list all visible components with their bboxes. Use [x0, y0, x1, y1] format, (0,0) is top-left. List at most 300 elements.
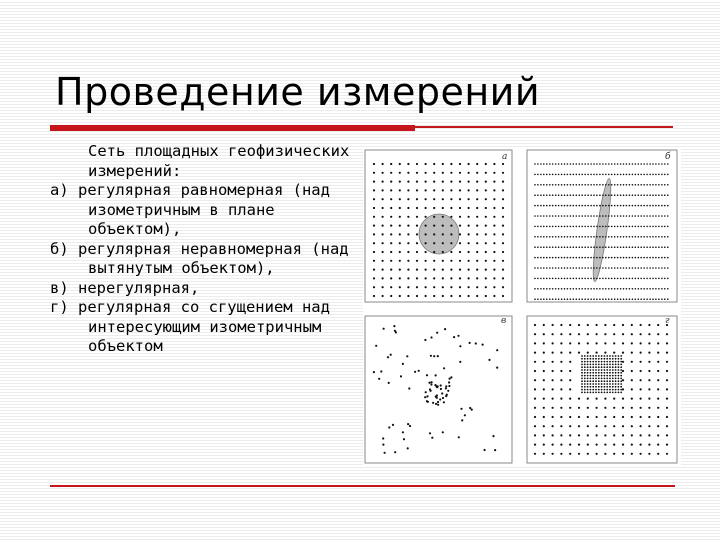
grid-point — [407, 295, 409, 297]
profile-point — [534, 194, 536, 196]
profile-point — [567, 246, 569, 248]
grid-point — [657, 370, 659, 372]
profile-point — [587, 288, 589, 290]
dense-grid-point — [598, 392, 600, 394]
grid-point — [631, 361, 633, 363]
dense-grid-point — [606, 386, 608, 388]
grid-point — [373, 260, 375, 262]
grid-point — [382, 216, 384, 218]
irregular-point — [408, 387, 410, 389]
grid-point — [657, 361, 659, 363]
grid-point — [560, 342, 562, 344]
profile-point — [596, 205, 598, 207]
irregular-point — [378, 378, 380, 380]
grid-point — [569, 379, 571, 381]
irregular-point — [392, 424, 394, 426]
profile-point — [576, 194, 578, 196]
profile-point — [605, 246, 607, 248]
dense-grid-point — [581, 364, 583, 366]
profile-point — [552, 163, 554, 165]
grid-point — [399, 269, 401, 271]
dense-grid-point — [587, 369, 589, 371]
dense-grid-point — [581, 389, 583, 391]
grid-point — [502, 295, 504, 297]
profile-point — [573, 215, 575, 217]
dense-grid-point — [606, 383, 608, 385]
grid-point — [433, 216, 435, 218]
profile-point — [608, 194, 610, 196]
profile-point — [614, 236, 616, 238]
profile-point — [549, 174, 551, 176]
dense-grid-point — [590, 380, 592, 382]
grid-point — [502, 181, 504, 183]
dense-grid-point — [592, 389, 594, 391]
profile-point — [599, 288, 601, 290]
profile-point — [546, 205, 548, 207]
profile-point — [584, 163, 586, 165]
dense-grid-point — [609, 375, 611, 377]
profile-point — [590, 288, 592, 290]
profile-point — [596, 267, 598, 269]
grid-point — [666, 407, 668, 409]
irregular-point — [484, 449, 486, 451]
profile-point — [567, 194, 569, 196]
profile-point — [593, 267, 595, 269]
dense-grid-point — [584, 355, 586, 357]
grid-point — [416, 198, 418, 200]
profile-point — [590, 205, 592, 207]
grid-point — [399, 277, 401, 279]
profile-point — [576, 236, 578, 238]
profile-point — [614, 194, 616, 196]
profile-point — [596, 257, 598, 259]
profile-point — [640, 184, 642, 186]
profile-point — [546, 298, 548, 300]
profile-point — [617, 236, 619, 238]
profile-point — [579, 205, 581, 207]
profile-point — [611, 174, 613, 176]
grid-point — [493, 260, 495, 262]
profile-point — [646, 246, 648, 248]
grid-point — [552, 333, 554, 335]
grid-point — [382, 172, 384, 174]
profile-point — [584, 288, 586, 290]
profile-point — [537, 205, 539, 207]
grid-point — [648, 434, 650, 436]
profile-point — [555, 246, 557, 248]
profile-point — [614, 163, 616, 165]
grid-point — [631, 453, 633, 455]
profile-point — [534, 184, 536, 186]
profile-point — [537, 163, 539, 165]
profile-point — [652, 205, 654, 207]
profile-point — [552, 174, 554, 176]
dense-grid-point — [590, 361, 592, 363]
irregular-point — [450, 376, 452, 378]
grid-point — [657, 434, 659, 436]
profile-point — [558, 184, 560, 186]
panel-a-label: а — [502, 152, 508, 162]
dense-grid-point — [620, 358, 622, 360]
grid-point — [390, 251, 392, 253]
grid-point — [442, 242, 444, 244]
profile-point — [640, 288, 642, 290]
profile-point — [584, 205, 586, 207]
profile-point — [611, 267, 613, 269]
grid-point — [407, 233, 409, 235]
profile-point — [579, 267, 581, 269]
grid-point — [631, 333, 633, 335]
profile-point — [549, 163, 551, 165]
profile-point — [552, 215, 554, 217]
profile-point — [555, 194, 557, 196]
grid-point — [613, 407, 615, 409]
profile-point — [655, 278, 657, 280]
profile-point — [546, 288, 548, 290]
profile-point — [599, 184, 601, 186]
profile-point — [661, 194, 663, 196]
grid-point — [569, 407, 571, 409]
profile-point — [584, 267, 586, 269]
profile-point — [558, 298, 560, 300]
irregular-point — [388, 426, 390, 428]
grid-point — [596, 342, 598, 344]
grid-point — [468, 172, 470, 174]
profile-point — [617, 174, 619, 176]
profile-point — [629, 267, 631, 269]
grid-point — [666, 425, 668, 427]
irregular-point — [400, 375, 402, 377]
profile-point — [579, 226, 581, 228]
profile-point — [599, 298, 601, 300]
grid-point — [648, 407, 650, 409]
profile-point — [658, 205, 660, 207]
profile-point — [534, 215, 536, 217]
profile-point — [643, 163, 645, 165]
dense-grid-point — [592, 380, 594, 382]
grid-point — [640, 333, 642, 335]
grid-point — [459, 189, 461, 191]
grid-point — [648, 370, 650, 372]
profile-point — [534, 257, 536, 259]
irregular-point — [445, 395, 447, 397]
grid-point — [613, 352, 615, 354]
grid-point — [657, 388, 659, 390]
profile-point — [643, 236, 645, 238]
grid-point — [373, 286, 375, 288]
grid-point — [485, 189, 487, 191]
profile-point — [561, 278, 563, 280]
grid-point — [560, 425, 562, 427]
profile-point — [546, 257, 548, 259]
profile-point — [608, 236, 610, 238]
profile-point — [596, 174, 598, 176]
grid-point — [459, 163, 461, 165]
grid-point — [476, 225, 478, 227]
grid-point — [493, 251, 495, 253]
profile-point — [564, 278, 566, 280]
profile-point — [587, 278, 589, 280]
profile-point — [605, 278, 607, 280]
profile-point — [608, 215, 610, 217]
profile-point — [540, 226, 542, 228]
grid-point — [640, 342, 642, 344]
profile-point — [581, 174, 583, 176]
irregular-point — [440, 388, 442, 390]
profile-point — [596, 278, 598, 280]
profile-point — [555, 174, 557, 176]
irregular-point — [459, 361, 461, 363]
profile-point — [632, 226, 634, 228]
irregular-point — [407, 447, 409, 449]
profile-point — [614, 246, 616, 248]
profile-point — [558, 205, 560, 207]
grid-point — [373, 242, 375, 244]
grid-point — [450, 198, 452, 200]
grid-point — [407, 198, 409, 200]
grid-point — [373, 269, 375, 271]
dense-grid-point — [620, 386, 622, 388]
profile-point — [590, 215, 592, 217]
profile-point — [661, 298, 663, 300]
profile-point — [564, 298, 566, 300]
dense-grid-point — [592, 361, 594, 363]
grid-point — [543, 388, 545, 390]
grid-point — [534, 416, 536, 418]
grid-point — [552, 370, 554, 372]
profile-point — [652, 278, 654, 280]
grid-point — [442, 269, 444, 271]
profile-point — [596, 184, 598, 186]
profile-point — [629, 236, 631, 238]
profile-point — [570, 278, 572, 280]
grid-point — [640, 388, 642, 390]
profile-point — [570, 163, 572, 165]
grid-point — [425, 242, 427, 244]
grid-point — [534, 352, 536, 354]
profile-point — [658, 257, 660, 259]
dense-grid-point — [590, 358, 592, 360]
dense-grid-point — [606, 380, 608, 382]
dense-grid-point — [601, 375, 603, 377]
grid-point — [666, 361, 668, 363]
dense-grid-point — [601, 378, 603, 380]
profile-point — [602, 215, 604, 217]
grid-point — [648, 379, 650, 381]
profile-point — [555, 288, 557, 290]
profile-point — [534, 163, 536, 165]
profile-point — [605, 174, 607, 176]
grid-point — [450, 277, 452, 279]
grid-point — [485, 172, 487, 174]
grid-point — [373, 163, 375, 165]
profile-point — [537, 278, 539, 280]
grid-point — [485, 225, 487, 227]
irregular-point — [432, 402, 434, 404]
grid-point — [468, 163, 470, 165]
profile-point — [567, 236, 569, 238]
grid-point — [534, 444, 536, 446]
profile-point — [549, 215, 551, 217]
grid-point — [390, 207, 392, 209]
grid-point — [493, 172, 495, 174]
grid-point — [578, 453, 580, 455]
dense-grid-point — [606, 369, 608, 371]
irregular-point — [383, 328, 385, 330]
panel-g-label: г — [665, 316, 670, 326]
profile-point — [632, 236, 634, 238]
grid-point — [534, 379, 536, 381]
profile-point — [561, 226, 563, 228]
profile-point — [643, 246, 645, 248]
profile-point — [655, 184, 657, 186]
irregular-point — [428, 382, 430, 384]
grid-point — [399, 260, 401, 262]
panel-b-label: б — [665, 152, 671, 162]
profile-point — [534, 205, 536, 207]
grid-point — [569, 361, 571, 363]
grid-point — [534, 333, 536, 335]
profile-point — [584, 174, 586, 176]
grid-point — [631, 398, 633, 400]
grid-point — [534, 407, 536, 409]
profile-point — [534, 246, 536, 248]
grid-point — [587, 407, 589, 409]
profile-point — [587, 257, 589, 259]
irregular-point — [373, 371, 375, 373]
grid-point — [596, 407, 598, 409]
dense-grid-point — [590, 378, 592, 380]
grid-point — [502, 172, 504, 174]
irregular-point — [429, 388, 431, 390]
grid-point — [502, 163, 504, 165]
profile-point — [561, 184, 563, 186]
grid-point — [416, 225, 418, 227]
grid-point — [416, 216, 418, 218]
profile-point — [537, 298, 539, 300]
irregular-point — [387, 356, 389, 358]
profile-point — [534, 298, 536, 300]
grid-point — [433, 207, 435, 209]
dense-grid-point — [598, 366, 600, 368]
profile-point — [658, 194, 660, 196]
profile-point — [667, 163, 669, 165]
profile-point — [558, 288, 560, 290]
dense-grid-point — [592, 358, 594, 360]
grid-point — [569, 333, 571, 335]
grid-point — [485, 260, 487, 262]
profile-point — [638, 194, 640, 196]
grid-point — [399, 233, 401, 235]
dense-grid-point — [612, 378, 614, 380]
profile-point — [593, 246, 595, 248]
grid-point — [416, 286, 418, 288]
dense-grid-point — [595, 364, 597, 366]
profile-point — [658, 278, 660, 280]
profile-point — [552, 205, 554, 207]
profile-point — [590, 226, 592, 228]
grid-point — [493, 163, 495, 165]
profile-point — [667, 257, 669, 259]
profile-point — [546, 236, 548, 238]
grid-point — [569, 398, 571, 400]
profile-point — [635, 174, 637, 176]
grid-point — [468, 216, 470, 218]
profile-point — [646, 163, 648, 165]
profile-point — [667, 205, 669, 207]
irregular-point — [431, 381, 433, 383]
irregular-point — [436, 386, 438, 388]
profile-point — [561, 205, 563, 207]
profile-point — [614, 205, 616, 207]
grid-point — [390, 269, 392, 271]
profile-point — [623, 194, 625, 196]
profile-point — [549, 288, 551, 290]
grid-point — [613, 453, 615, 455]
profile-point — [640, 298, 642, 300]
grid-point — [382, 189, 384, 191]
profile-point — [540, 288, 542, 290]
profile-point — [640, 194, 642, 196]
profile-point — [611, 205, 613, 207]
grid-point — [390, 277, 392, 279]
grid-point — [622, 370, 624, 372]
dense-grid-point — [620, 380, 622, 382]
grid-point — [433, 295, 435, 297]
profile-point — [605, 205, 607, 207]
grid-point — [534, 398, 536, 400]
profile-point — [652, 194, 654, 196]
grid-point — [657, 352, 659, 354]
grid-point — [543, 453, 545, 455]
dense-grid-point — [581, 355, 583, 357]
grid-point — [390, 260, 392, 262]
grid-point — [604, 342, 606, 344]
grid-point — [390, 233, 392, 235]
dense-grid-point — [601, 383, 603, 385]
profile-point — [638, 226, 640, 228]
dense-grid-point — [612, 383, 614, 385]
profile-point — [638, 215, 640, 217]
profile-point — [602, 278, 604, 280]
grid-point — [502, 242, 504, 244]
profile-point — [667, 215, 669, 217]
profile-point — [605, 184, 607, 186]
profile-point — [537, 288, 539, 290]
profile-point — [570, 236, 572, 238]
grid-point — [459, 286, 461, 288]
profile-point — [590, 163, 592, 165]
profile-point — [599, 205, 601, 207]
grid-point — [476, 277, 478, 279]
dense-grid-point — [590, 372, 592, 374]
grid-point — [425, 198, 427, 200]
grid-point — [578, 425, 580, 427]
grid-point — [485, 198, 487, 200]
grid-point — [569, 324, 571, 326]
dense-grid-point — [609, 386, 611, 388]
grid-point — [613, 398, 615, 400]
profile-point — [608, 298, 610, 300]
dense-grid-point — [609, 364, 611, 366]
profile-point — [614, 215, 616, 217]
profile-point — [596, 298, 598, 300]
profile-point — [617, 226, 619, 228]
grid-point — [587, 324, 589, 326]
dense-grid-point — [590, 386, 592, 388]
profile-point — [608, 226, 610, 228]
profile-point — [661, 246, 663, 248]
